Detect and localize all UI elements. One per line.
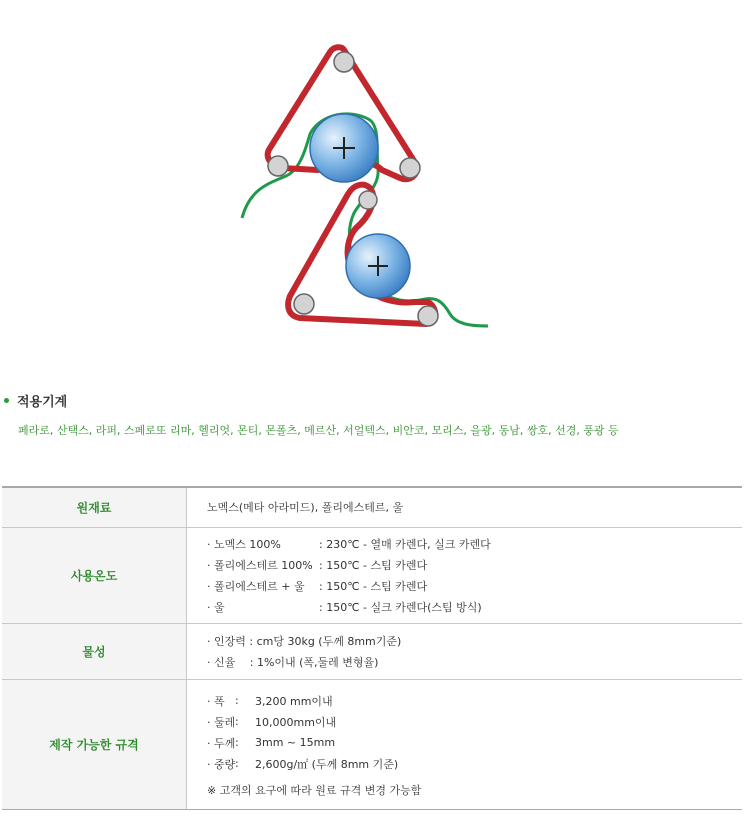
list-item: · 두께 : 3mm ~ 15mm	[207, 736, 336, 750]
table-row	[2, 487, 742, 527]
row-label-temperature: 사용온도	[2, 527, 187, 623]
spec-note: ※ 고객의 요구에 따라 원료 규격 변경 가능함	[207, 784, 422, 797]
list-item: · 울 : 150℃ - 실크 카렌다(스팀 방식)	[207, 600, 482, 614]
table-row	[2, 679, 742, 809]
row-value-properties	[187, 623, 743, 679]
list-item: · 인장력 : cm당 30kg (두께 8mm기준)	[207, 634, 402, 648]
bullet-icon	[4, 398, 9, 403]
row-value-spec	[187, 679, 743, 809]
guide-roller	[334, 52, 354, 72]
guide-roller	[400, 158, 420, 178]
row-value-raw-material: 노멕스(메타 아라미드), 폴리에스테르, 울	[187, 487, 743, 527]
row-label-raw-material: 원재료	[2, 487, 187, 527]
list-item: · 노멕스 100% : 230℃ - 열매 카렌다, 실크 카렌다	[207, 537, 491, 551]
list-item: · 중량 : 2,600g/㎡ (두께 8mm 기준)	[207, 757, 399, 771]
list-item: · 폴리에스테르 100% : 150℃ - 스팀 카렌다	[207, 558, 428, 572]
guide-roller	[268, 156, 288, 176]
guide-roller	[359, 191, 377, 209]
machine-list: 페라로, 산택스, 라퍼, 스페로또 리마, 헬리엇, 몬티, 몬폴츠, 메르산, 서얼텍스, 비안코, 모리스, 을광, 동남, 쌍호, 선경, 풍광 등	[18, 424, 619, 437]
list-item: · 신율 : 1%이내 (폭,둘레 변형율)	[207, 655, 379, 669]
table-row	[2, 623, 742, 679]
table-row	[2, 527, 742, 623]
guide-roller	[294, 294, 314, 314]
list-item: · 둘레 : 10,000mm이내	[207, 715, 337, 729]
row-value-temperature	[187, 527, 743, 623]
row-label-spec: 제작 가능한 규격	[2, 679, 187, 809]
calender-belt-diagram	[230, 38, 500, 338]
list-item: · 폭 : 3,200 mm이내	[207, 694, 333, 708]
spec-table	[2, 486, 742, 810]
row-label-properties: 물성	[2, 623, 187, 679]
list-item: · 폴리에스테르 + 울 : 150℃ - 스팀 카렌다	[207, 579, 428, 593]
section-title: 적용기계	[17, 395, 68, 410]
section-header	[4, 391, 67, 410]
guide-roller	[418, 306, 438, 326]
